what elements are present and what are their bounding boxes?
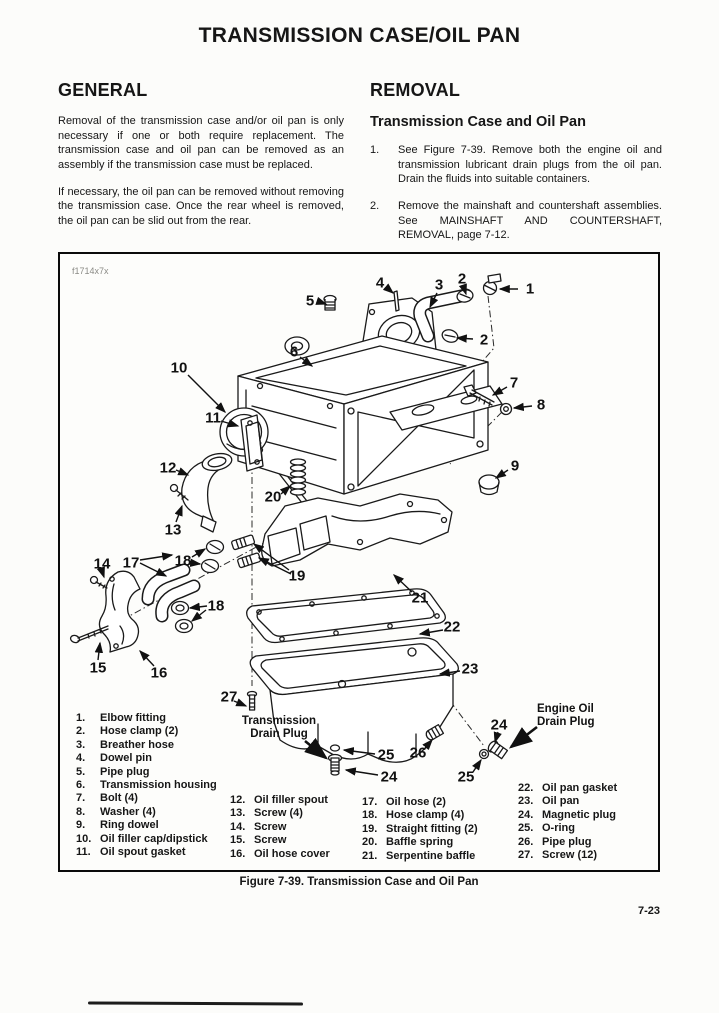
callout-number-17: 17 <box>122 554 140 572</box>
part-name: Breather hose <box>100 738 174 751</box>
part-name: Screw (4) <box>254 807 303 820</box>
part-list-item <box>230 794 330 807</box>
part-name: Dowel pin <box>100 752 152 765</box>
page-number: 7-23 <box>637 905 660 917</box>
screw-15 <box>70 626 108 644</box>
callout-number-1: 1 <box>525 280 535 298</box>
serpentine-baffle <box>262 494 452 566</box>
figure-caption: Figure 7-39. Transmission Case and Oil Pan <box>239 876 479 888</box>
step-text: See Figure 7-39. Remove both the engine oil and transmission lubricant drain plugs from the oil pan. Drain the fluids into suitable containers. <box>398 144 662 186</box>
part-name: Magnetic plug <box>542 808 616 821</box>
screw-27 <box>248 692 257 711</box>
part-list-item <box>76 779 217 792</box>
part-number: 25. <box>518 822 534 835</box>
part-number: 20. <box>362 836 378 849</box>
transmission-drain-plug-parts <box>329 745 342 775</box>
part-number: 3. <box>76 738 86 751</box>
callout-number-12: 12 <box>159 459 177 477</box>
part-list-item <box>518 849 617 862</box>
part-number: 22. <box>518 782 534 794</box>
part-number: 18. <box>362 809 378 822</box>
callout-number-2: 2 <box>479 331 489 349</box>
part-list-item <box>76 819 217 832</box>
part-name: Transmission housing <box>100 779 217 792</box>
elbow-fitting <box>484 274 502 295</box>
parts-list-col1 <box>76 712 217 859</box>
parts-list-col4 <box>518 782 617 862</box>
callout-number-25: 25 <box>457 768 475 786</box>
part-number: 17. <box>362 796 378 808</box>
callout-number-14: 14 <box>93 555 111 573</box>
part-name: Hose clamp (4) <box>386 809 465 822</box>
callout-number-8: 8 <box>536 396 546 414</box>
callout-number-9: 9 <box>510 457 520 475</box>
figure-7-39 <box>58 252 660 872</box>
part-list-item <box>362 796 478 809</box>
transmission-drain-plug-label: Transmission Drain Plug <box>241 715 317 740</box>
pipe-plug-top <box>324 296 336 311</box>
part-number: 12. <box>230 794 246 806</box>
part-list-item <box>230 848 330 861</box>
part-list-item <box>230 807 330 820</box>
callout-number-13: 13 <box>164 521 182 539</box>
removal-heading: REMOVAL <box>370 80 461 100</box>
general-paragraph-2: If necessary, the oil pan can be removed without removing the transmission case. Once the rear wheel is removed, the oil pan can be slid out from the rear. <box>58 185 344 227</box>
part-list-item <box>362 823 478 836</box>
step-text: Remove the mainshaft and countershaft assemblies. See MAINSHAFT AND COUNTERSHAFT, REMOVAL, page 7-12. <box>398 199 662 242</box>
straight-fittings <box>231 535 261 568</box>
part-name: Oil hose (2) <box>386 796 446 808</box>
callout-number-25: 25 <box>377 746 395 764</box>
part-name: Pipe plug <box>100 765 150 778</box>
step-number: 1. <box>370 144 380 156</box>
part-number: 5. <box>76 765 86 778</box>
part-number: 9. <box>76 819 86 832</box>
hose-clamps-lower <box>172 602 193 633</box>
callout-number-7: 7 <box>509 374 519 392</box>
oil-hose-cover <box>99 571 140 652</box>
part-list-item <box>76 725 217 738</box>
parts-list-col3 <box>362 796 478 863</box>
part-list-item <box>362 836 478 849</box>
part-name: Bolt (4) <box>100 792 138 805</box>
callout-number-6: 6 <box>289 343 299 361</box>
part-list-item <box>518 836 617 849</box>
callout-number-4: 4 <box>375 274 385 292</box>
parts-list-col2 <box>230 794 330 861</box>
part-name: Elbow fitting <box>100 712 166 724</box>
callout-number-18: 18 <box>207 597 225 615</box>
part-list-item <box>362 850 478 863</box>
general-heading: GENERAL <box>58 80 148 100</box>
part-number: 15. <box>230 834 246 847</box>
part-name: Baffle spring <box>386 836 454 849</box>
callout-number-20: 20 <box>264 488 282 506</box>
part-number: 21. <box>362 849 378 862</box>
part-number: 16. <box>230 847 246 860</box>
callout-number-18: 18 <box>174 552 192 570</box>
part-list-item <box>76 833 217 846</box>
part-number: 2. <box>76 725 86 738</box>
part-number: 10. <box>76 832 92 845</box>
callout-number-2: 2 <box>457 270 467 288</box>
part-list-item <box>518 782 617 795</box>
part-name: Oil pan gasket <box>542 782 618 794</box>
part-number: 6. <box>76 779 86 792</box>
removal-step-2 <box>370 199 662 243</box>
part-list-item <box>362 809 478 822</box>
part-name: O-ring <box>542 822 575 835</box>
callout-number-22: 22 <box>443 618 461 636</box>
oil-filler-spout <box>182 451 234 532</box>
part-list-item <box>76 712 217 725</box>
part-name: Screw (12) <box>542 849 598 862</box>
figure-watermark: f1714x7x <box>72 266 109 276</box>
callout-number-26: 26 <box>409 744 427 762</box>
part-name: Pipe plug <box>542 835 592 848</box>
removal-step-1 <box>370 143 662 187</box>
part-name: Straight fitting (2) <box>386 822 478 835</box>
part-number: 14. <box>230 820 246 833</box>
transmission-housing <box>238 298 502 494</box>
engine-oil-drain-plug-label: Engine Oil Drain Plug <box>537 703 595 728</box>
general-section <box>58 80 344 240</box>
part-number: 19. <box>362 822 378 835</box>
step-number: 2. <box>370 199 380 212</box>
callout-number-16: 16 <box>150 664 168 682</box>
part-name: Screw <box>254 834 287 847</box>
part-name: Oil filler cap/dipstick <box>100 832 208 845</box>
oil-pan <box>250 638 458 762</box>
part-number: 13. <box>230 807 246 820</box>
callout-number-19: 19 <box>288 567 306 585</box>
callout-number-11: 11 <box>205 409 221 427</box>
part-list-item <box>76 766 217 779</box>
part-name: Oil filler spout <box>254 794 328 806</box>
part-name: Hose clamp (2) <box>100 725 179 738</box>
part-number: 7. <box>76 792 86 805</box>
part-name: Oil hose cover <box>254 847 330 860</box>
part-number: 26. <box>518 835 534 848</box>
part-name: Oil spout gasket <box>100 846 186 859</box>
removal-section <box>370 80 662 255</box>
part-list-item <box>518 795 617 808</box>
part-number: 24. <box>518 808 534 821</box>
part-number: 4. <box>76 752 86 765</box>
part-list-item <box>76 739 217 752</box>
part-name: Washer (4) <box>100 805 156 818</box>
part-list-item <box>518 822 617 835</box>
part-list-item <box>76 752 217 765</box>
part-list-item <box>76 846 217 859</box>
part-number: 27. <box>518 849 534 862</box>
removal-subheading: Transmission Case and Oil Pan <box>370 114 586 130</box>
hose-caps <box>202 541 224 573</box>
general-paragraph-1: Removal of the transmission case and/or oil pan is only necessary if one or both require replacement. The transmission case and oil pan can be removed as an assembly if the transmission case must be replaced. <box>58 115 344 171</box>
part-number: 11. <box>76 846 91 859</box>
part-list-item <box>518 809 617 822</box>
part-list-item <box>230 834 330 847</box>
callout-number-24: 24 <box>380 768 398 786</box>
part-number: 23. <box>518 795 534 808</box>
part-name: Ring dowel <box>100 819 159 832</box>
engine-oil-drain-plug-parts <box>480 739 508 759</box>
part-number: 8. <box>76 805 86 818</box>
part-name: Oil pan <box>542 795 580 808</box>
part-list-item <box>230 821 330 834</box>
page-title: TRANSMISSION CASE/OIL PAN <box>198 24 521 47</box>
part-list-item <box>76 792 217 805</box>
callout-number-24: 24 <box>490 716 508 734</box>
callout-number-10: 10 <box>170 359 188 377</box>
callout-number-3: 3 <box>434 276 444 294</box>
callout-number-15: 15 <box>89 659 107 677</box>
callout-number-27: 27 <box>220 688 238 706</box>
callout-number-21: 21 <box>411 589 429 607</box>
part-number: 1. <box>76 712 86 724</box>
scan-artifact-line <box>88 1001 303 1005</box>
callout-number-5: 5 <box>305 292 315 310</box>
screw-14 <box>91 577 108 589</box>
callout-number-23: 23 <box>461 660 479 678</box>
part-list-item <box>76 806 217 819</box>
part-name: Screw <box>254 820 287 833</box>
part-name: Serpentine baffle <box>386 849 476 862</box>
